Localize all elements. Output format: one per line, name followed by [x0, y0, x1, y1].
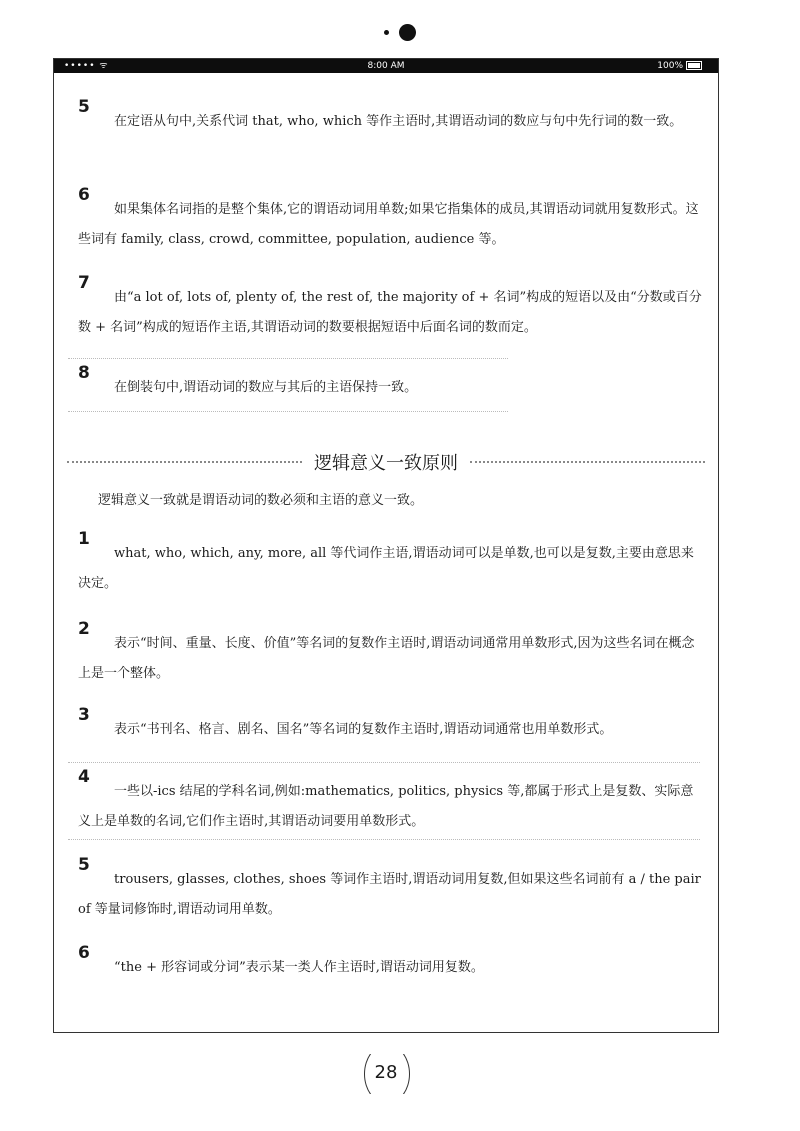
item-number: 6 [78, 185, 90, 205]
list-item [78, 943, 703, 983]
battery-status [657, 59, 702, 73]
item-number: 4 [78, 767, 90, 787]
item-text: trousers, glasses, clothes, shoes 等词作主语时,谓语动词用复数,但如果这些名词前有 a / the pair of 等量词修饰时,谓语动词用单数。 [78, 872, 701, 917]
heading-divider [470, 461, 705, 463]
list-item [78, 855, 703, 925]
item-number: 3 [78, 705, 90, 725]
item-number: 1 [78, 529, 90, 549]
status-time: 8:00 AM [367, 61, 405, 71]
tablet-screen [53, 58, 719, 1033]
list-item [78, 363, 703, 403]
list-item [78, 529, 703, 599]
battery-icon [686, 61, 702, 70]
list-item [78, 273, 703, 343]
item-text: 表示“时间、重量、长度、价值”等名词的复数作主语时,谓语动词通常用单数形式,因为这些名词在概念上是一个整体。 [78, 636, 695, 681]
list-item [78, 619, 703, 689]
item-text: 由“a lot of, lots of, plenty of, the rest of, the majority of + 名词”构成的短语以及由“分数或百分数 + 名词”构成的短语作主语,其谓语动词的数要根据短语中后面名词的数而定。 [78, 290, 702, 335]
battery-label: 100% [657, 61, 683, 71]
item-number: 2 [78, 619, 90, 639]
item-number: 5 [78, 97, 90, 117]
list-item [78, 97, 703, 137]
list-item [78, 185, 703, 255]
status-bar [54, 59, 718, 73]
item-text: 在定语从句中,关系代词 that, who, which 等作主语时,其谓语动词的数应与句中先行词的数一致。 [114, 114, 683, 129]
camera-icon [399, 24, 416, 41]
list-item [78, 767, 703, 837]
signal-icon: ••••• ᯤ [64, 61, 109, 71]
sensor-dot [384, 30, 389, 35]
item-number: 6 [78, 943, 90, 963]
item-text: 在倒装句中,谓语动词的数应与其后的主语保持一致。 [114, 380, 418, 395]
item-number: 7 [78, 273, 90, 293]
item-number: 8 [78, 363, 90, 383]
list-item [78, 705, 703, 745]
section-intro: 逻辑意义一致就是谓语动词的数必须和主语的意义一致。 [98, 493, 424, 508]
section-title: 逻辑意义一致原则 [314, 453, 458, 474]
item-text: 表示“书刊名、格言、剧名、国名”等名词的复数作主语时,谓语动词通常也用单数形式。 [114, 722, 613, 737]
item-text: “the + 形容词或分词”表示某一类人作主语时,谓语动词用复数。 [114, 960, 484, 975]
camera-dots [0, 22, 800, 41]
item-text: what, who, which, any, more, all 等代词作主语,谓语动词可以是单数,也可以是复数,主要由意思来决定。 [78, 546, 694, 591]
item-text: 一些以-ics 结尾的学科名词,例如:mathematics, politics, physics 等,都属于形式上是复数、实际意义上是单数的名词,它们作主语时,其谓语动词要用单数形式。 [78, 784, 694, 829]
item-text: 如果集体名词指的是整个集体,它的谓语动词用单数;如果它指集体的成员,其谓语动词就用复数形式。这些词有 family, class, crowd, committee, population, audience 等。 [78, 202, 699, 247]
heading-divider [67, 461, 302, 463]
section-heading [54, 449, 718, 475]
page-number: 28 [356, 1044, 416, 1104]
item-number: 5 [78, 855, 90, 875]
